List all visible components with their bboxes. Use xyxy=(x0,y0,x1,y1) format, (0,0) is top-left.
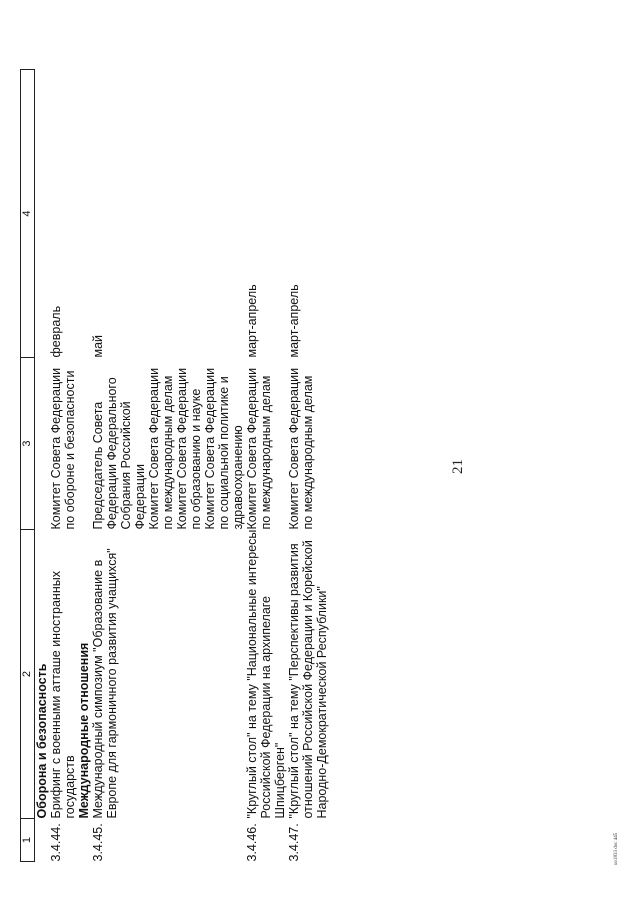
column-number-1: 1 xyxy=(21,819,35,862)
section-row xyxy=(77,70,91,862)
responsible-line: Комитет Совета Федерации по образованию и науке xyxy=(175,367,203,530)
section-title-defense: Оборона и безопасность xyxy=(35,663,49,819)
column-number-4: 4 xyxy=(21,70,35,358)
responsible-line: Комитет Совета Федерации по международным делам xyxy=(245,367,273,530)
responsible-cell xyxy=(49,358,77,530)
responsible-line: Комитет Совета Федерации по обороне и безопасности xyxy=(49,367,77,530)
table-row xyxy=(91,70,245,862)
table-row xyxy=(49,70,77,862)
event-description: "Круглый стол" на тему "Национальные интересы Российской Федерации на архипелаге Шпицберген" xyxy=(245,529,287,819)
event-description: "Круглый стол" на тему "Перспективы развития отношений Российской Федерации и Корейской Народно-Демократической Республики" xyxy=(287,540,329,819)
column-number-2: 2 xyxy=(21,530,35,819)
event-date: март-апрель xyxy=(245,284,259,358)
section-title-international: Международные отношения xyxy=(77,642,91,819)
event-date: май xyxy=(91,334,105,358)
responsible-line: Комитет Совета Федерации по социальной политике и здравоохранению xyxy=(203,367,245,530)
event-date: март-апрель xyxy=(287,284,301,358)
responsible-cell xyxy=(245,358,287,530)
column-number-header xyxy=(21,70,35,862)
item-number: 3.4.47. xyxy=(287,823,301,862)
column-number-3: 3 xyxy=(21,358,35,530)
event-description: Международный симпозиум "Образование в Европе для гармоничного развития учащихся" xyxy=(91,548,119,819)
section-row xyxy=(35,70,50,862)
footer-code: uo1833 doc 445 xyxy=(614,832,619,865)
page-number: 21 xyxy=(450,459,466,474)
responsible-cell xyxy=(287,358,329,530)
responsible-line: Комитет Совета Федерации по международным делам xyxy=(287,367,315,530)
item-number: 3.4.45. xyxy=(91,823,105,862)
responsible-cell xyxy=(91,358,245,530)
table-row xyxy=(245,70,287,862)
responsible-line: Председатель Совета Федерации Федерального Собрания Российской Федерации xyxy=(91,377,147,530)
event-description: Брифинг с военными атташе иностранных государств xyxy=(49,571,77,819)
item-number: 3.4.44. xyxy=(49,823,63,862)
table-row xyxy=(287,70,329,862)
responsible-line: Комитет Совета Федерации по международным делам xyxy=(147,367,175,530)
schedule-table xyxy=(20,69,329,862)
event-date: февраль xyxy=(49,305,63,358)
item-number: 3.4.46. xyxy=(245,823,259,862)
